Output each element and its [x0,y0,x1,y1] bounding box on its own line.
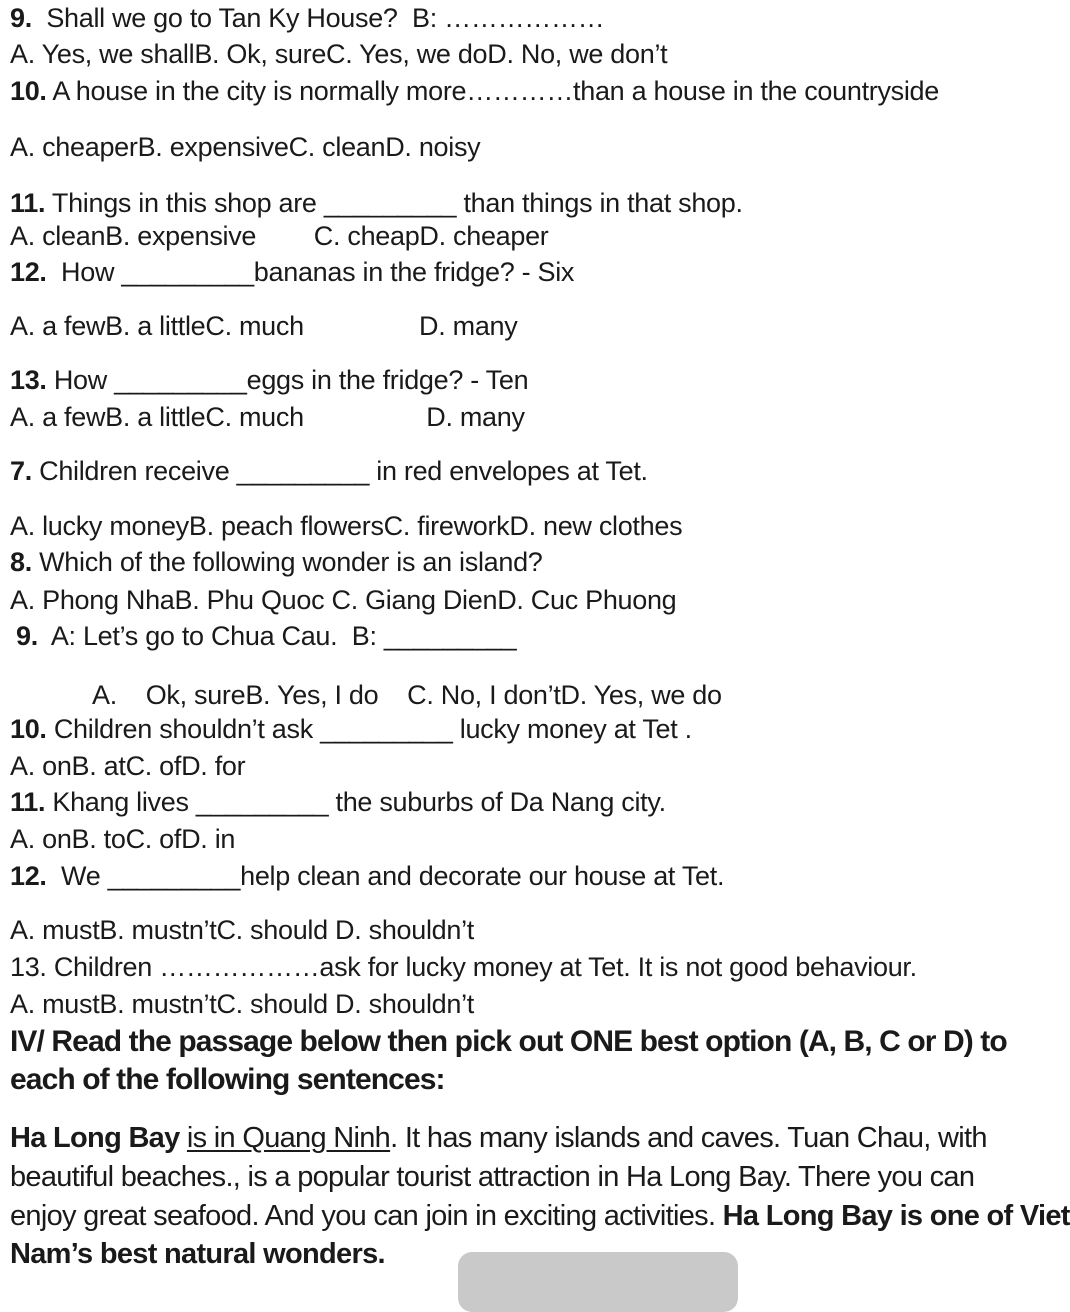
question-segment: A. a fewB. a littleC. much D. many [10,402,525,432]
question-number: 11. [10,188,46,218]
question-text [10,713,692,745]
question-segment: A house in the city is normally more…………than a house in the countryside [46,76,939,106]
scroll-thumb[interactable] [458,1252,738,1312]
question-number: 9. [10,3,32,33]
question-segment: A. mustB. mustn’tC. should D. shouldn’t [10,915,475,945]
question-text [10,455,648,487]
question-segment: A: Let’s go to Chua Cau. B: _________ [37,621,517,651]
passage-text: . It has many islands and caves. Tuan Chau, with [390,1122,987,1154]
question-number: 7. [10,456,32,486]
question-number: 10. [10,714,47,744]
question-segment: How _________eggs in the fridge? - Ten [46,365,529,395]
question-segment: A. Yes, we shallB. Ok, sureC. Yes, we doD. No, we don’t [10,39,668,69]
question-segment: Which of the following wonder is an island? [31,547,543,577]
question-text [10,860,724,892]
question-number: 12. [10,861,47,891]
question-segment: A. cheaperB. expensiveC. cleanD. noisy [10,132,481,162]
question-number: 13. [10,365,47,395]
passage-line-1 [10,1122,987,1154]
question-text [10,75,939,107]
answer-options [10,401,525,433]
answer-options [10,131,480,163]
question-text [10,2,604,34]
passage-text: enjoy great seafood. And you can join in exciting activities. [10,1200,723,1232]
question-number: 10. [10,76,47,106]
answer-options [92,679,722,711]
answer-options [10,584,676,616]
question-segment: A. onB. toC. ofD. in [10,824,236,854]
passage-bold-text: Ha Long Bay is one of Viet [722,1200,1070,1232]
question-segment: Children receive _________ in red envelopes at Tet. [31,456,648,486]
question-text [10,187,743,219]
question-number: 8. [10,547,32,577]
question-segment: 13. Children ………………ask for lucky money at Tet. It is not good behaviour. [10,952,917,982]
question-text [10,951,917,983]
passage-underlined: is in Quang Ninh [186,1122,391,1154]
answer-options [10,914,474,946]
answer-options [10,988,474,1020]
passage-space [180,1122,187,1154]
question-number: 9. [16,621,38,651]
question-text [10,546,543,578]
section-heading-line-1: IV/ Read the passage below then pick out ONE best option (A, B, C or D) to [10,1025,1007,1058]
passage-line-2: beautiful beaches., is a popular tourist attraction in Ha Long Bay. There you can [10,1161,975,1193]
question-segment: Children shouldn’t ask _________ lucky money at Tet . [46,714,692,744]
question-segment: How _________bananas in the fridge? - Six [46,257,575,287]
question-segment: Shall we go to Tan Ky House? B: ……………… [31,3,605,33]
passage-subject: Ha Long Bay [10,1122,180,1154]
question-segment: A. lucky moneyB. peach flowersC. fireworkD. new clothes [10,511,683,541]
question-segment: A. a fewB. a littleC. much D. many [10,311,518,341]
question-segment: A. cleanB. expensive C. cheapD. cheaper [10,221,549,251]
answer-options [10,38,667,70]
question-text [10,786,666,818]
question-segment: Khang lives _________ the suburbs of Da Nang city. [45,787,666,817]
answer-options [10,220,549,252]
question-segment: A. mustB. mustn’tC. should D. shouldn’t [10,989,475,1019]
question-text [10,256,574,288]
answer-options [10,310,517,342]
answer-options [10,750,245,782]
question-number: 12. [10,257,47,287]
passage-line-4: Nam’s best natural wonders. [10,1238,385,1270]
question-segment: A. Phong NhaB. Phu Quoc C. Giang DienD. Cuc Phuong [10,585,677,615]
answer-options [10,510,682,542]
question-number: 11. [10,787,46,817]
passage-line-3 [10,1200,1070,1232]
question-text [10,364,528,396]
question-segment: A. Ok, sureB. Yes, I do C. No, I don’tD. Yes, we do [92,680,722,710]
question-segment: We _________help clean and decorate our house at Tet. [46,861,725,891]
answer-options [10,823,235,855]
question-segment: A. onB. atC. ofD. for [10,751,246,781]
question-text [16,620,516,652]
question-segment: Things in this shop are _________ than things in that shop. [45,188,743,218]
section-heading-line-2: each of the following sentences: [10,1063,445,1096]
